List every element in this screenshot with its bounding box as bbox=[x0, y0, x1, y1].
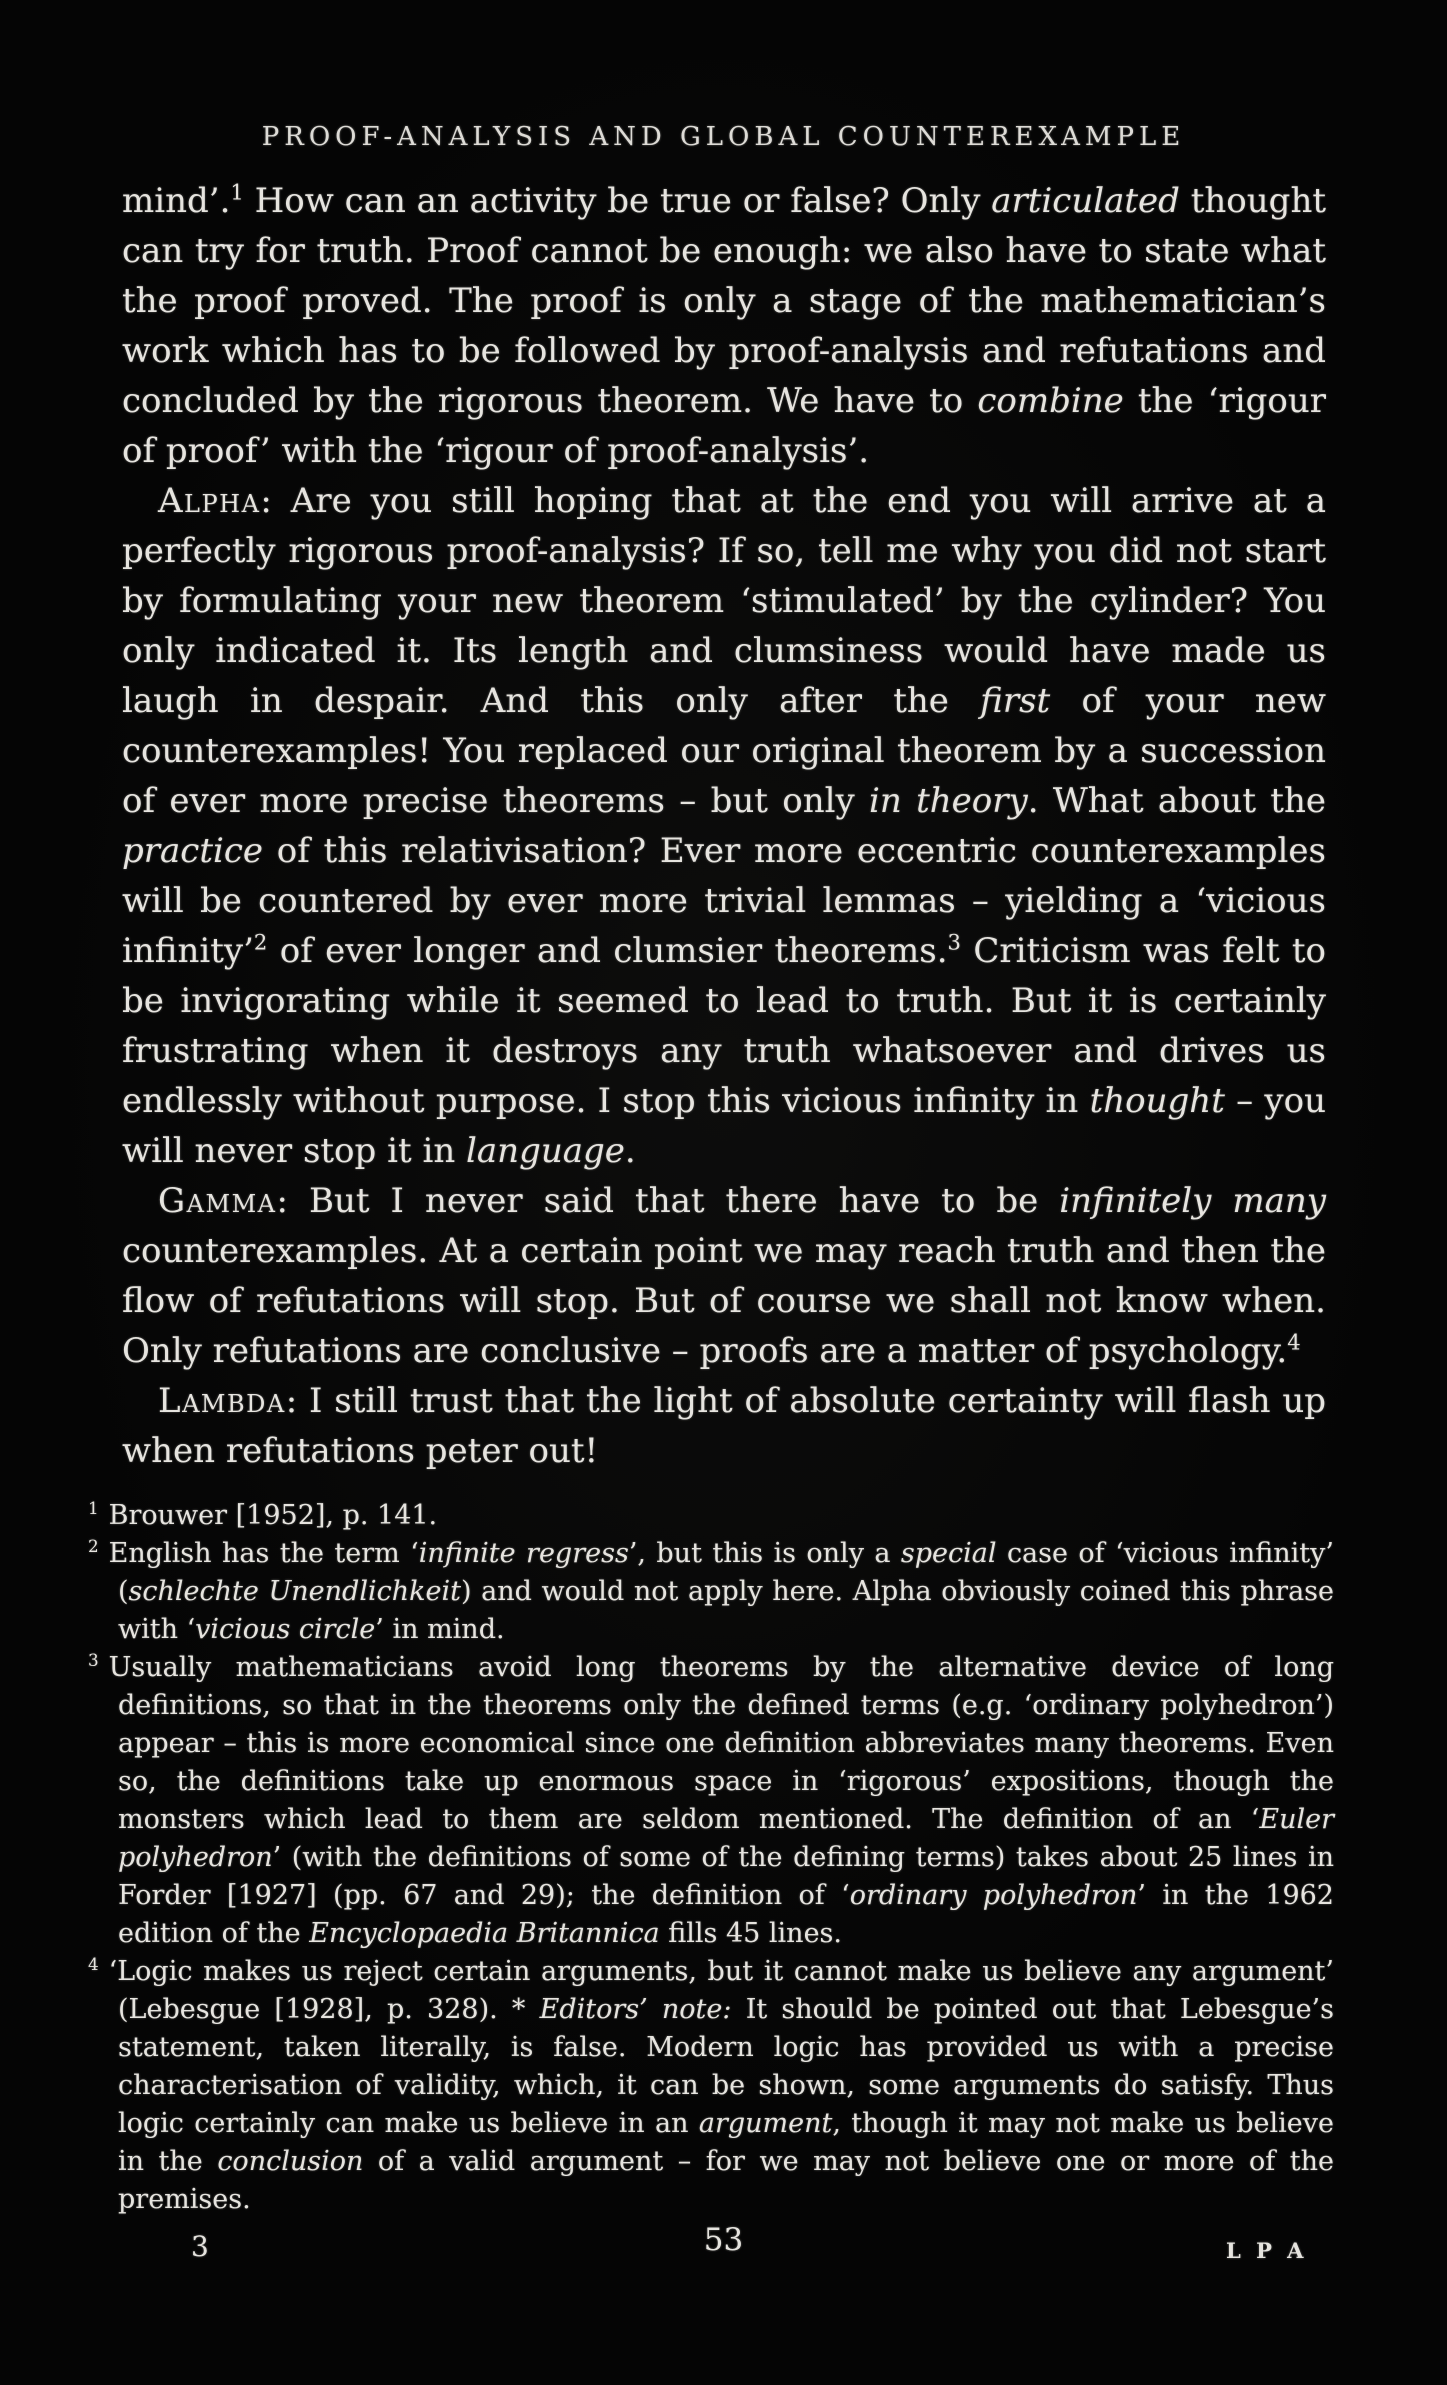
text-run: combine bbox=[977, 381, 1124, 421]
text-run: How can an activity be true or false? Only bbox=[243, 181, 992, 221]
footnotes-section bbox=[88, 1497, 1334, 2219]
text-run: ’ in mind. bbox=[375, 1614, 505, 1645]
text-run: Gamma bbox=[158, 1181, 277, 1221]
text-run: thought bbox=[1089, 1081, 1225, 1121]
text-run: Euler polyhedron bbox=[118, 1804, 1334, 1873]
footnote-reference: 2 bbox=[253, 929, 268, 955]
text-run: Brouwer [1952], p. 141. bbox=[108, 1500, 438, 1531]
text-run: ’, but this is only a bbox=[628, 1538, 901, 1569]
text-run: : I still trust that the light of absolute certainty will flash up when refutations peter out! bbox=[122, 1381, 1326, 1471]
text-run: ordinary polyhedron bbox=[849, 1880, 1138, 1911]
text-run: of a valid argument – for we may not believe one or more of the premises. bbox=[118, 2146, 1334, 2215]
text-run: argument bbox=[698, 2108, 833, 2139]
text-run: Encyclopaedia Britannica bbox=[309, 1918, 660, 1949]
footnote-marker: 4 bbox=[88, 1954, 99, 1974]
text-run: mind’. bbox=[122, 181, 231, 221]
text-run: – you will never stop it in bbox=[122, 1081, 1326, 1171]
running-head: PROOF-ANALYSIS AND GLOBAL COUNTEREXAMPLE bbox=[261, 122, 1186, 152]
text-run: case of ‘vicious infinity’ ( bbox=[118, 1538, 1334, 1607]
text-run: counterexamples. At a certain point we may reach truth and then the flow of refutations will stop. But of course we shall not know when. Only refutations are conclusive – proofs are a matter of psychology. bbox=[122, 1231, 1326, 1371]
signature-mark: 3 bbox=[191, 2230, 209, 2263]
text-run: vicious circle bbox=[195, 1614, 376, 1645]
text-run: : Are you still hoping that at the end you will arrive at a perfectly rigorous proof-analysis? If so, tell me why you did not start by formulating your new theorem ‘stimulated’ by the cylinder? You only indicated it. Its length and clumsiness would have made us laugh in despair. And this only after the bbox=[122, 481, 1326, 721]
text-run: practice bbox=[122, 831, 264, 871]
body-paragraph bbox=[122, 1376, 1326, 1476]
footnote bbox=[88, 1953, 1334, 2219]
text-run: special bbox=[900, 1538, 997, 1569]
body-paragraph bbox=[122, 1176, 1326, 1376]
footnote bbox=[88, 1649, 1334, 1953]
text-run: : But I never said that there have to be bbox=[276, 1181, 1060, 1221]
footnote bbox=[88, 1497, 1334, 1535]
text-run: ) and would not apply here. Alpha obviously coined this phrase with ‘ bbox=[118, 1576, 1335, 1645]
page-number: 53 bbox=[703, 2222, 744, 2258]
body-paragraph bbox=[122, 476, 1326, 1176]
footnote-marker: 2 bbox=[88, 1536, 99, 1556]
text-run: in theory bbox=[869, 781, 1028, 821]
text-run: , though it may not make us believe in the bbox=[118, 2108, 1334, 2177]
text-run: English has the term ‘ bbox=[108, 1538, 419, 1569]
text-run: first bbox=[980, 681, 1051, 721]
text-run: ’ in the 1962 edition of the bbox=[118, 1880, 1334, 1949]
body-paragraph bbox=[122, 176, 1326, 476]
body-text bbox=[122, 176, 1326, 1476]
text-run: Criticism was felt to be invigorating while it seemed to lead to truth. But it is certainly frustrating when it destroys any truth whatsoever and drives us endlessly without purpose. I stop this vicious infinity in bbox=[122, 931, 1327, 1121]
text-run: Editors’ note: bbox=[539, 1994, 732, 2025]
text-run: language bbox=[466, 1131, 625, 1171]
text-run: of your new counterexamples! You replaced our original theorem by a succession of ever more precise theorems – but only bbox=[122, 681, 1326, 821]
text-run: articulated bbox=[991, 181, 1180, 221]
text-run: conclusion bbox=[217, 2146, 364, 2177]
footnote bbox=[88, 1535, 1334, 1649]
text-run: of this relativisation? Ever more eccentric counterexamples will be countered by ever more trivial lemmas – yielding a ‘vicious infinity’ bbox=[122, 831, 1326, 971]
footnote-reference: 3 bbox=[947, 929, 961, 955]
text-run: fills 45 lines. bbox=[659, 1918, 842, 1949]
text-run: ‘Logic makes us reject certain arguments, but it cannot make us believe any argument’ (Lebesgue [1928], p. 328). * bbox=[108, 1956, 1334, 2025]
text-run: of ever longer and clumsier theorems. bbox=[267, 931, 948, 971]
footnote-reference: 4 bbox=[1287, 1329, 1301, 1355]
printer-mark: L P A bbox=[1226, 2238, 1308, 2263]
text-run: schlechte Unendlichkeit bbox=[128, 1576, 461, 1607]
text-run: . What about the bbox=[1027, 781, 1326, 821]
text-run: Usually mathematicians avoid long theorems by the alternative device of long definitions, so that in the theorems only the defined terms (e.g. ‘ordinary polyhedron’) appear – this is more economical since one definition abbreviates many theorems. Even so, the definitions take up enormous space in ‘rigorous’ expositions, though the monsters which lead to them are seldom mentioned. The definition of an ‘ bbox=[108, 1652, 1334, 1835]
text-run: Lambda bbox=[158, 1381, 286, 1421]
text-run: thought can try for truth. Proof cannot be enough: we also have to state what the proof proved. The proof is only a stage of the mathematician’s work which has to be followed by proof-analysis and refutations and concluded by the rigorous theorem. We have to bbox=[122, 181, 1326, 421]
text-run: ’ (with the definitions of some of the defining terms) takes about 25 lines in Forder [1927] (pp. 67 and 29); the definition of ‘ bbox=[118, 1842, 1334, 1911]
footnote-marker: 3 bbox=[88, 1650, 99, 1670]
text-run: the ‘rigour of proof’ with the ‘rigour of proof-analysis’. bbox=[122, 381, 1326, 471]
text-run: . bbox=[624, 1131, 636, 1171]
footnote-reference: 1 bbox=[230, 179, 244, 205]
footnote-marker: 1 bbox=[88, 1498, 99, 1518]
text-run: infinite regress bbox=[418, 1538, 629, 1569]
text-run: infinitely many bbox=[1059, 1181, 1327, 1221]
text-run: It should be pointed out that Lebesgue’s statement, taken literally, is false. Modern logic has provided us with a precise characterisation of validity, which, it can be shown, some arguments do satisfy. Thus logic certainly can make us believe in an bbox=[118, 1994, 1334, 2139]
text-run: Alpha bbox=[158, 481, 261, 521]
